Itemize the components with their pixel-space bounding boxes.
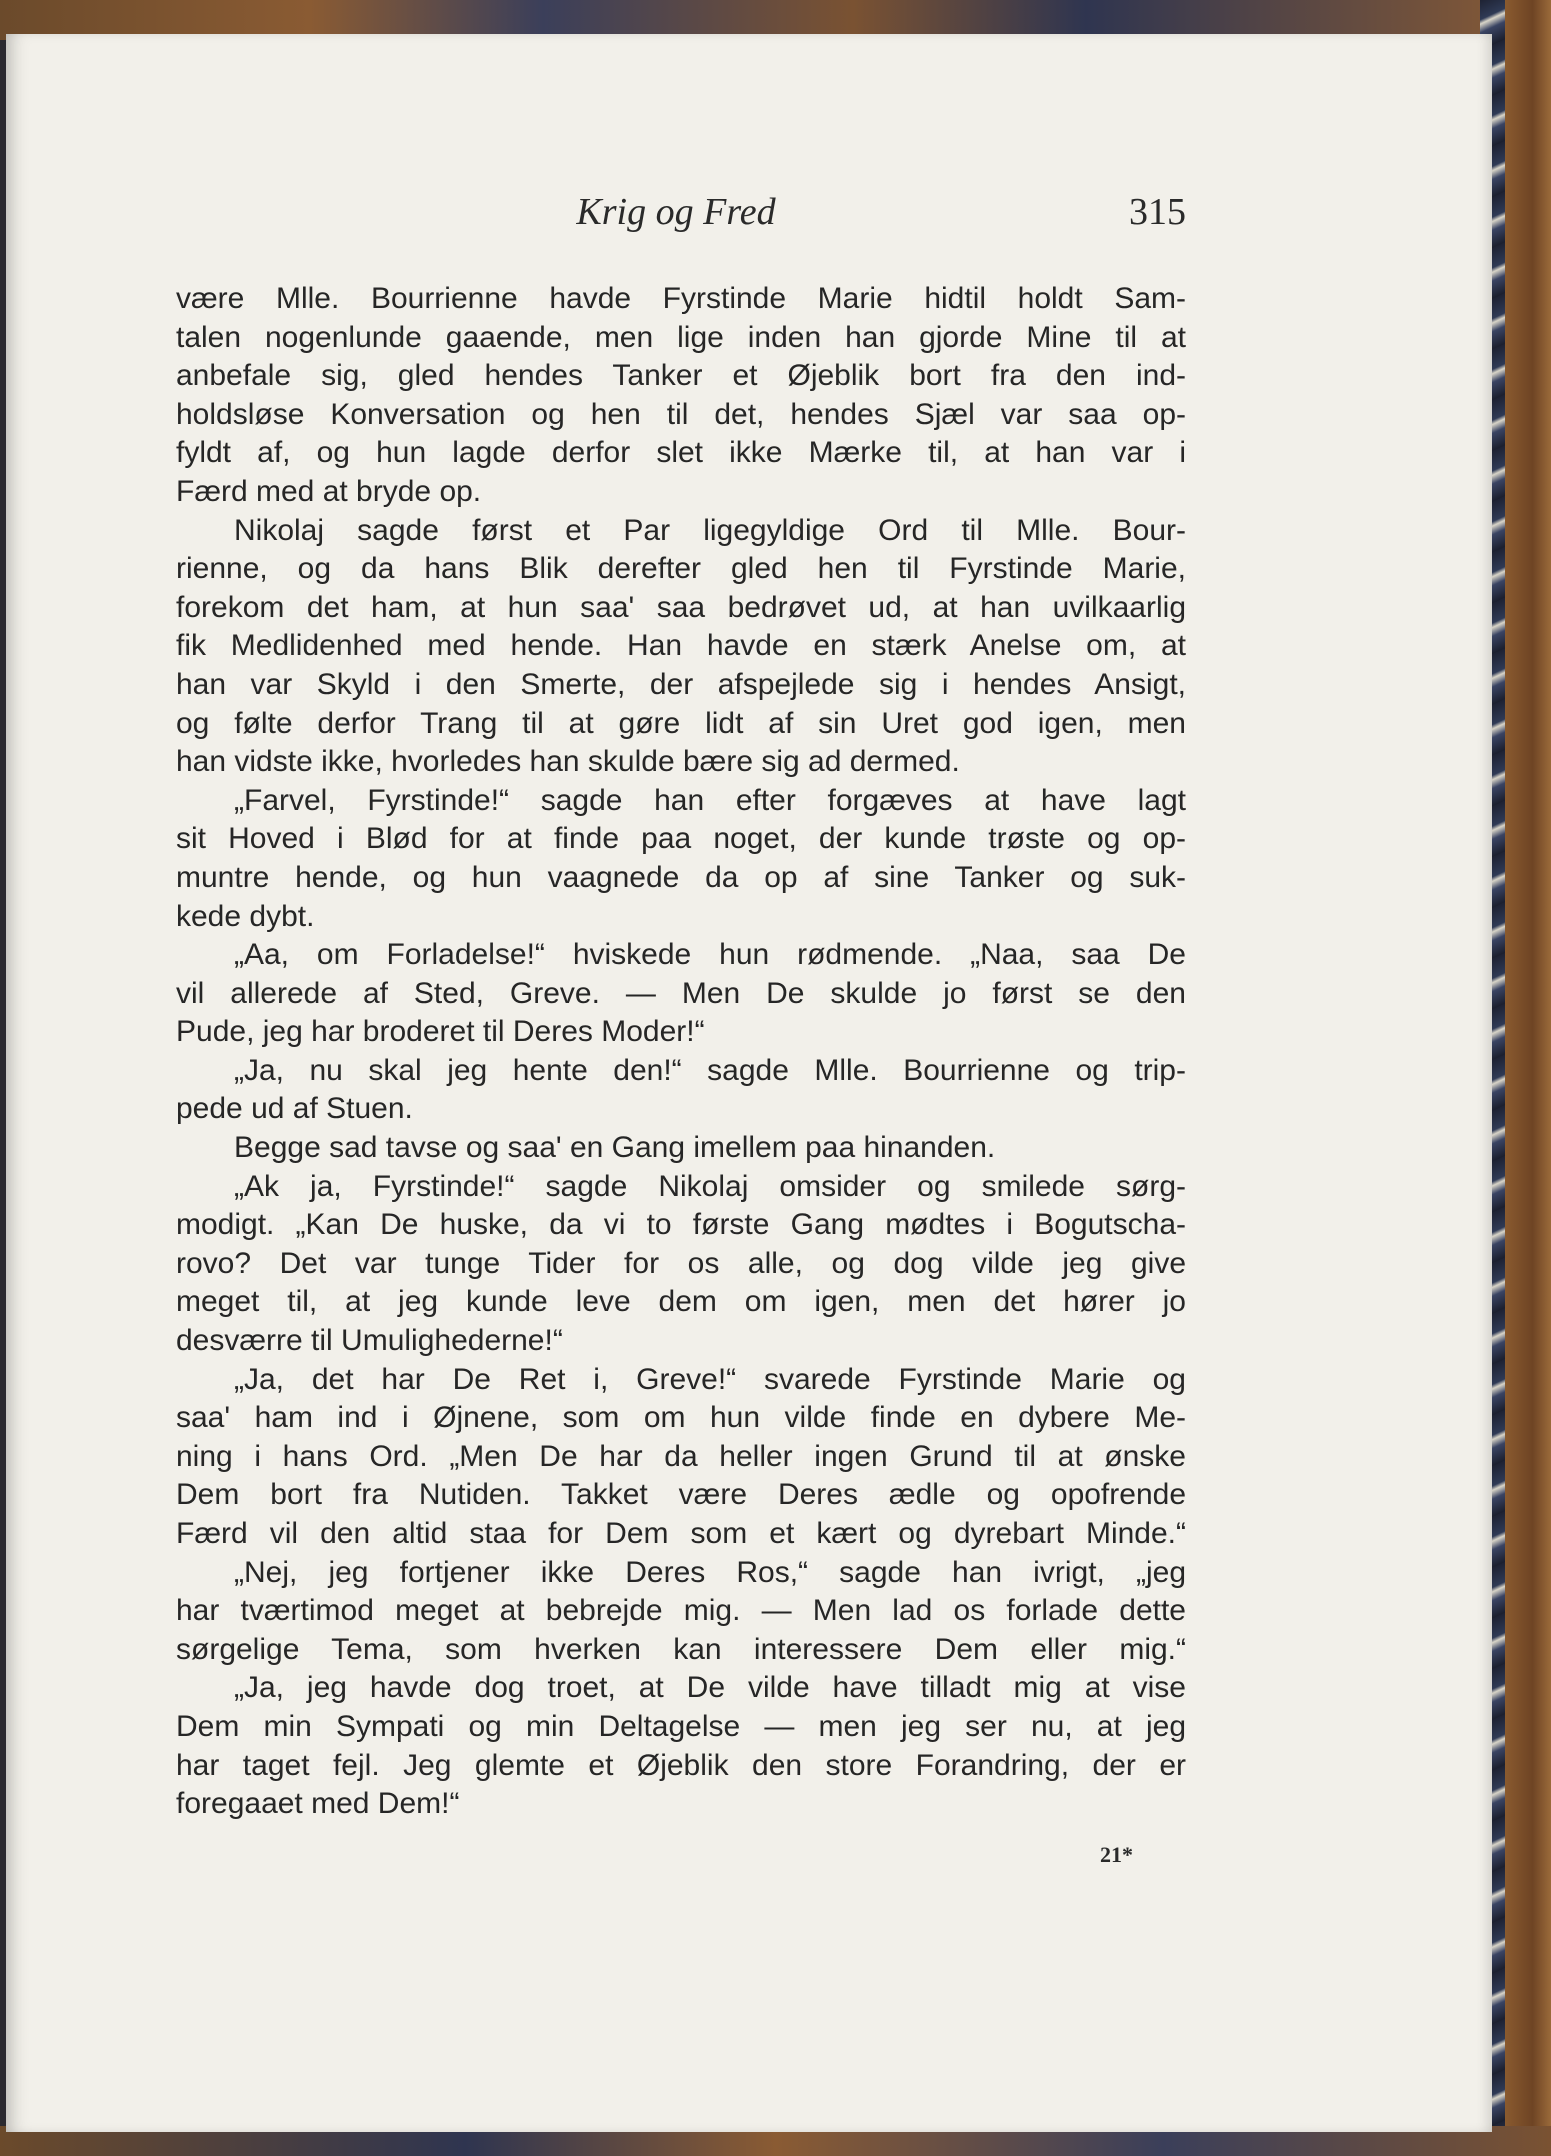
text-line: pede ud af Stuen. — [176, 1092, 413, 1126]
text-line: meget til, at jeg kunde leve dem om igen, men det hører jo — [176, 1285, 1186, 1319]
text-line: være Mlle. Bourrienne havde Fyrstinde Marie hidtil holdt Sam- — [176, 282, 1186, 315]
text-line: „Ja, det har De Ret i, Greve!“ svarede Fyrstinde Marie og — [234, 1362, 1186, 1396]
text-line: „Nej, jeg fortjener ikke Deres Ros,“ sagde han ivrigt, „jeg — [234, 1555, 1186, 1589]
running-title: Krig og Fred — [576, 191, 776, 233]
text-line: han vidste ikke, hvorledes han skulde bære sig ad dermed. — [176, 745, 960, 779]
text-line: holdsløse Konversation og hen til det, hendes Sjæl var saa op- — [176, 397, 1186, 431]
running-head — [166, 190, 1186, 246]
text-line: desværre til Umulighederne!“ — [176, 1324, 563, 1358]
text-line: rovo? Det var tunge Tider for os alle, og dog vilde jeg give — [176, 1246, 1186, 1280]
text-line: har taget fejl. Jeg glemte et Øjeblik den store Forandring, der er — [176, 1748, 1186, 1782]
signature-mark: 21* — [1100, 1842, 1133, 1867]
text-line: Pude, jeg har broderet til Deres Moder!“ — [176, 1015, 705, 1049]
text-line: „Farvel, Fyrstinde!“ sagde han efter forgæves at have lagt — [234, 783, 1186, 817]
text-line: muntre hende, og hun vaagnede da op af sine Tanker og suk- — [176, 860, 1186, 894]
text-line: Nikolaj sagde først et Par ligegyldige Ord til Mlle. Bour- — [234, 513, 1186, 547]
text-line: kede dybt. — [176, 899, 315, 933]
text-line: Dem min Sympati og min Deltagelse — men jeg ser nu, at jeg — [176, 1709, 1186, 1743]
page-number: 315 — [1129, 191, 1186, 233]
text-line: „Ja, jeg havde dog troet, at De vilde have tilladt mig at vise — [234, 1671, 1186, 1705]
text-line: rienne, og da hans Blik derefter gled hen til Fyrstinde Marie, — [176, 552, 1186, 586]
text-line: „Ak ja, Fyrstinde!“ sagde Nikolaj omsider og smilede sørg- — [234, 1169, 1186, 1203]
text-line: Begge sad tavse og saa' en Gang imellem paa hinanden. — [234, 1131, 996, 1165]
text-line: fyldt af, og hun lagde derfor slet ikke Mærke til, at han var i — [176, 436, 1186, 470]
body-text — [176, 280, 1186, 1824]
text-line: „Ja, nu skal jeg hente den!“ sagde Mlle. Bourrienne og trip- — [234, 1053, 1186, 1087]
text-line: Dem bort fra Nutiden. Takket være Deres ædle og opofrende — [176, 1478, 1186, 1512]
text-line: „Aa, om Forladelse!“ hviskede hun rødmende. „Naa, saa De — [234, 938, 1186, 972]
text-line: talen nogenlunde gaaende, men lige inden han gjorde Mine til at — [176, 320, 1186, 354]
text-line: har tværtimod meget at bebrejde mig. — Men lad os forlade dette — [176, 1594, 1186, 1628]
text-line: og følte derfor Trang til at gøre lidt af sin Uret god igen, men — [176, 706, 1186, 740]
text-line: fik Medlidenhed med hende. Han havde en stærk Anelse om, at — [176, 629, 1186, 663]
text-line: han var Skyld i den Smerte, der afspejlede sig i hendes Ansigt, — [176, 667, 1186, 701]
text-line: sørgelige Tema, som hverken kan interessere Dem eller mig.“ — [176, 1632, 1186, 1666]
book-cover-edge — [1505, 0, 1551, 2156]
text-line: vil allerede af Sted, Greve. — Men De skulde jo først se den — [176, 976, 1186, 1010]
text-line: modigt. „Kan De huske, da vi to første Gang mødtes i Bogutscha- — [176, 1208, 1186, 1242]
text-line: forekom det ham, at hun saa' saa bedrøvet ud, at han uvilkaarlig — [176, 590, 1186, 624]
text-line: ning i hans Ord. „Men De har da heller ingen Grund til at ønske — [176, 1439, 1186, 1473]
text-line: Færd vil den altid staa for Dem som et kært og dyrebart Minde.“ — [176, 1517, 1186, 1550]
text-line: saa' ham ind i Øjnene, som om hun vilde finde en dybere Me- — [176, 1401, 1186, 1435]
text-line: Færd med at bryde op. — [176, 474, 482, 508]
text-line: anbefale sig, gled hendes Tanker et Øjeblik bort fra den ind- — [176, 359, 1186, 393]
text-line: foregaaet med Dem!“ — [176, 1787, 460, 1821]
text-line: sit Hoved i Blød for at finde paa noget, der kunde trøste og op- — [176, 822, 1186, 856]
